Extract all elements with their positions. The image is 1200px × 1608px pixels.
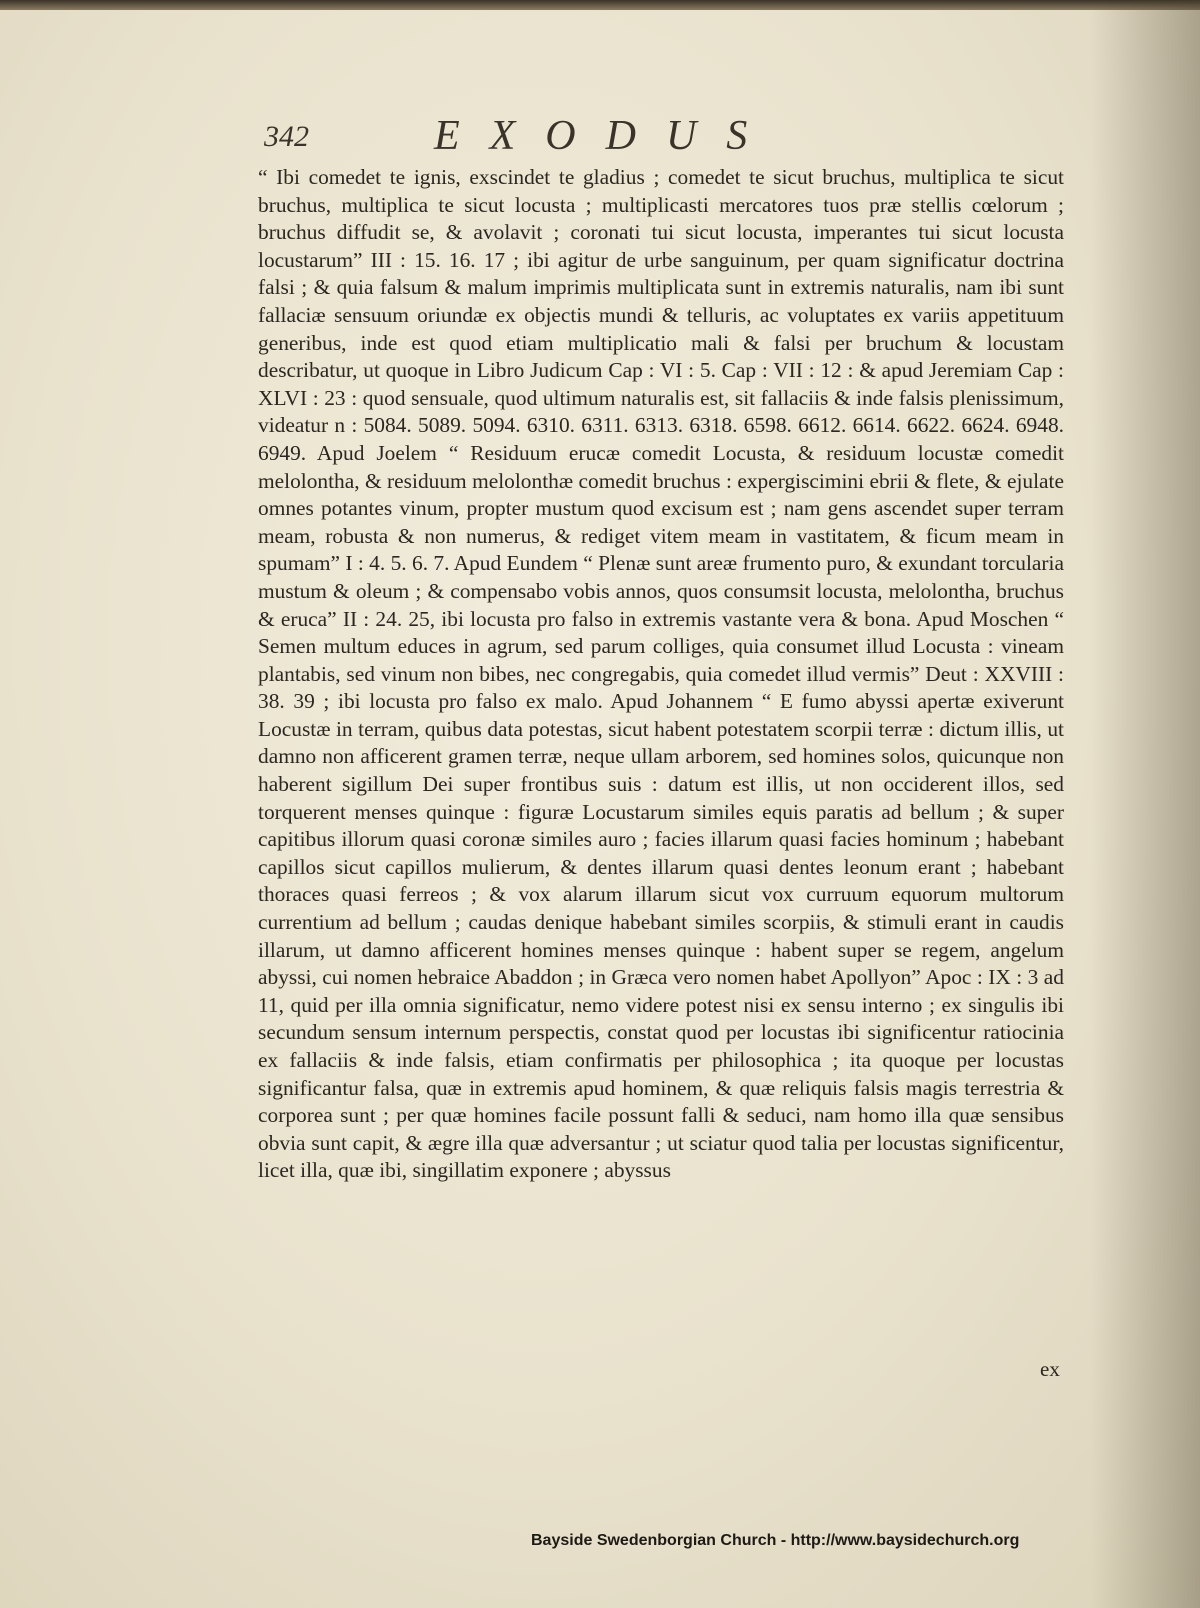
page-top-edge — [0, 0, 1200, 10]
running-head — [264, 112, 1064, 162]
page-number: 342 — [264, 120, 309, 153]
running-title: EXODUS — [434, 113, 778, 159]
catchword: ex — [1040, 1357, 1060, 1381]
binding-shadow — [1090, 0, 1200, 1608]
body-paragraph: “ Ibi comedet te ignis, exscindet te gladius ; comedet te sicut bruchus, multiplica te sicut bruchus, multiplica te sicut locusta ; multiplicasti mercatores tuos præ stellis cœlorum ; bruchus diffudit se, & avolavit ; coronati tui sicut locusta, imperantes tui sicut locusta locustarum” III : 15. 16. 17 ; ibi agitur de urbe sanguinum, per quam significatur doctrina falsi ; & quia falsum & malum imprimis multiplicata sunt in extremis naturalis, nam ibi sunt fallaciæ sensuum oriundæ ex objectis mundi & telluris, ac voluptates ex variis appetituum generibus, inde est quod etiam multiplicatio mali & falsi per bruchum & locustam describatur, ut quoque in Libro Judicum Cap : VI : 5. Cap : VII : 12 : & apud Jeremiam Cap : XLVI : 23 : quod sensuale, quod ultimum naturalis est, sit fallaciis & inde falsis plenissimum, videatur n : 5084. 5089. 5094. 6310. 6311. 6313. 6318. 6598. 6612. 6614. 6622. 6624. 6948. 6949. Apud Joelem “ Residuum erucæ comedit Locusta, & residuum locustæ comedit melolontha, & residuum melolonthæ comedit bruchus : expergiscimini ebrii & flete, & ejulate omnes potantes vinum, propter mustum quod excisum est ; nam gens ascendet super terram meam, robusta & non numerus, & rediget vitem meam in vastitatem, & ficum meam in spumam” I : 4. 5. 6. 7. Apud Eundem “ Plenæ sunt areæ frumento puro, & exundant torcularia mustum & oleum ; & compensabo vobis annos, quos consumsit locusta, melolontha, bruchus & eruca” II : 24. 25, ibi locusta pro falso in extremis vastante vera & bona. Apud Moschen “ Semen multum educes in agrum, sed parum colliges, quia consumet illud Locusta : vineam plantabis, sed vinum non bibes, nec congregabis, quia comedet illud vermis” Deut : XXVIII : 38. 39 ; ibi locusta pro falso ex malo. Apud Johannem “ E fumo abyssi apertæ exiverunt Locustæ in terram, quibus data potestas, sicut habent potestatem scorpii terræ : dictum illis, ut damno non afficerent gramen terræ, neque ullam arborem, sed homines solos, quicunque non haberent sigillum Dei super frontibus suis : datum est illis, ut non occiderent illos, sed torquerent menses quinque : figuræ Locustarum similes equis paratis ad bellum ; & super capitibus illorum quasi coronæ similes auro ; facies illarum quasi facies hominum ; habebant capillos sicut capillos mulierum, & dentes illarum quasi dentes leonum erant ; habebant thoraces quasi ferreos ; & vox alarum illarum sicut vox curruum equorum multorum currentium ad bellum ; caudas denique habebant similes scorpiis, & stimuli erant in caudis illarum, ut damno afficerent homines menses quinque : habent super se regem, angelum abyssi, cui nomen hebraice Abaddon ; in Græca vero nomen habet Apollyon” Apoc : IX : 3 ad 11, quid per illa omnia significatur, nemo videre potest nisi ex sensu interno ; ex singulis ibi secundum sensum internum perspectis, constat quod per locustas ibi significentur ratiocinia ex fallaciis & inde falsis, etiam confirmatis per philosophica ; ita quoque per locustas significantur falsa, quæ in extremis apud hominem, & quæ reliquis falsis magis terrestria & corporea sunt ; per quæ homines facile possunt falli & seduci, nam homo illa quæ sensibus obvia sunt capit, & ægre illa quæ adversantur ; ut sciatur quod talia per locustas significentur, licet illa, quæ ibi, singillatim exponere ; abyssus — [258, 165, 1064, 1183]
footer-credit: Bayside Swedenborgian Church - http://www.baysidechurch.org — [531, 1532, 1020, 1549]
